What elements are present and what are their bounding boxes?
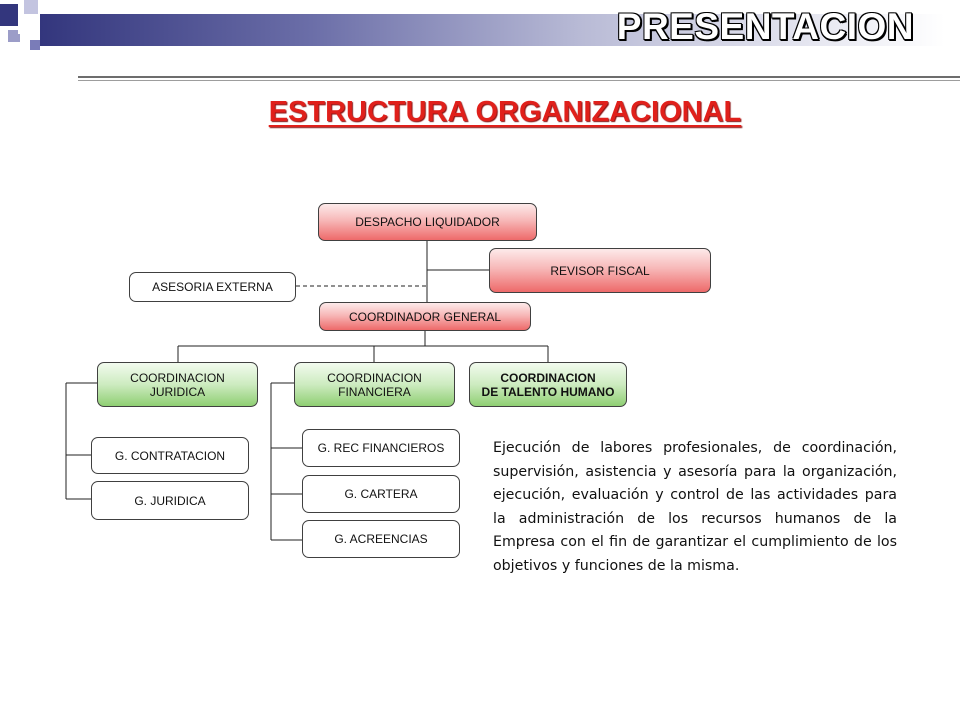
page-title: ESTRUCTURA ORGANIZACIONAL (268, 96, 742, 128)
org-node-coordinacion-juridica: COORDINACION JURIDICA (97, 362, 258, 407)
org-node-coordinador-general: COORDINADOR GENERAL (319, 302, 531, 331)
org-node-asesoria-externa: ASESORIA EXTERNA (129, 272, 296, 302)
org-node-revisor-fiscal: REVISOR FISCAL (489, 248, 711, 293)
org-node-g-rec-financieros: G. REC FINANCIEROS (302, 429, 460, 467)
description-text: Ejecución de labores profesionales, de coordinación, supervisión, asistencia y asesoría para la organización, ejecución, evaluación y control de las actividades para la administración de los recursos humanos de la Empresa con el fin de garantizar el cumplimiento de los objetivos y funciones de la misma. (493, 440, 897, 574)
org-node-g-contratacion: G. CONTRATACION (91, 437, 249, 474)
org-node-despacho-liquidador: DESPACHO LIQUIDADOR (318, 203, 537, 241)
org-node-coordinacion-financiera: COORDINACION FINANCIERA (294, 362, 455, 407)
org-node-g-cartera: G. CARTERA (302, 475, 460, 513)
org-node-g-acreencias: G. ACREENCIAS (302, 520, 460, 558)
header-title: PRESENTACION (616, 6, 914, 47)
org-node-coordinacion-talento-humano: COORDINACION DE TALENTO HUMANO (469, 362, 627, 407)
org-node-g-juridica: G. JURIDICA (91, 481, 249, 520)
